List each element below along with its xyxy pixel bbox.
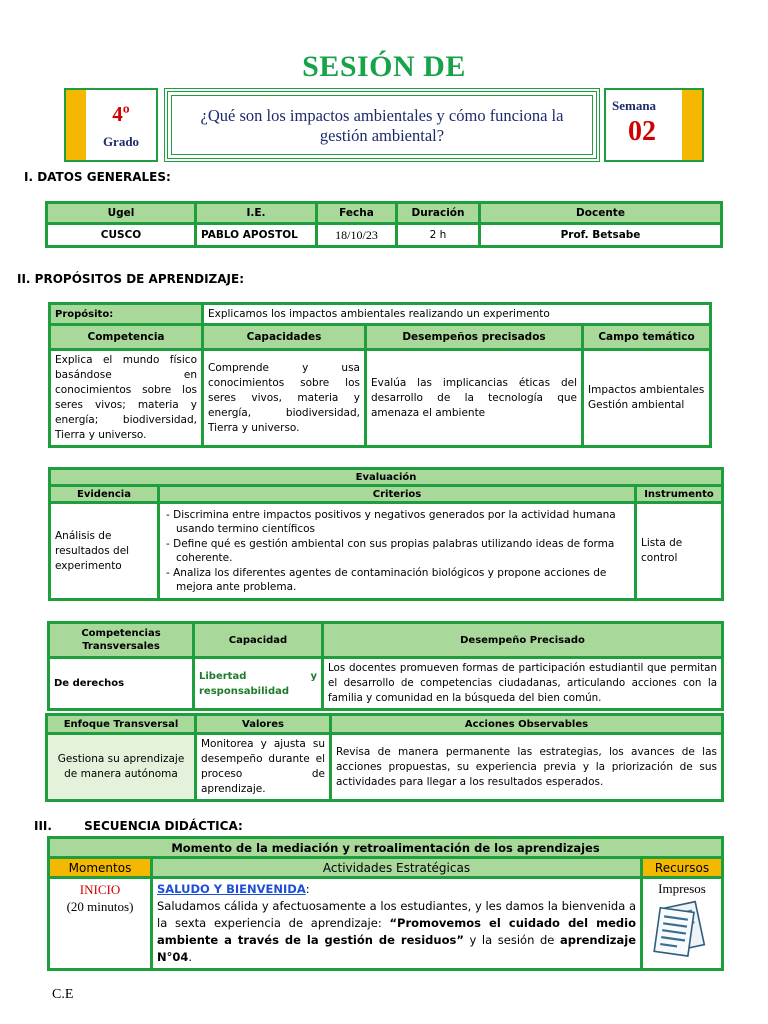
session-question: ¿Qué son los impactos ambientales y cómo funciona la gestión ambiental? xyxy=(200,106,564,145)
value-fecha: 18/10/23 xyxy=(318,225,395,245)
activity-title: SALUDO Y BIENVENIDA xyxy=(157,882,306,896)
header-banner xyxy=(64,88,704,162)
moment-cell xyxy=(50,879,150,968)
footer-text: C.E xyxy=(52,987,74,1002)
competencia-text: Explica el mundo físico basándose en conocimientos sobre los seres vivos; materia y energía; biodiversidad, Tierra y universo. xyxy=(51,351,201,445)
acciones-text: Revisa de manera permanente las estrategias, los avances de las acciones propuestas, su experiencia previa y la priorización de sus actividades para llegar a los resultados esperados. xyxy=(332,735,721,799)
campo-tematico xyxy=(584,351,709,445)
campo-item: Gestión ambiental xyxy=(588,399,685,411)
purpose-text: Explicamos los impactos ambientales realizando un experimento xyxy=(204,305,709,323)
col-desempeno-precisado: Desempeño Precisado xyxy=(324,624,721,656)
week-stripe xyxy=(682,90,702,160)
value-ugel: CUSCO xyxy=(48,225,194,245)
activity-text: . xyxy=(188,950,193,964)
activity-experience-name: “Promovemos el cuidado del medio ambiente a través de la gestión de residuos” xyxy=(157,916,637,947)
col-ie: I.E. xyxy=(197,204,315,222)
secuencia-title: Momento de la mediación y retroalimentación de los aprendizajes xyxy=(50,839,721,856)
col-actividades: Actividades Estratégicas xyxy=(153,859,640,876)
propositos-table xyxy=(48,302,712,448)
instrument-text: Lista de control xyxy=(637,504,721,598)
enfoque-transversal-table xyxy=(45,713,724,802)
value-docente: Prof. Betsabe xyxy=(481,225,720,245)
grade-box xyxy=(64,88,158,162)
grade-stripe xyxy=(66,90,86,160)
desempenos-text: Evalúa las implicancias éticas del desarrollo de la tecnología que amenaza el ambiente xyxy=(367,351,581,445)
value-ie: PABLO APOSTOL xyxy=(197,225,315,245)
activity-text: y la sesión de xyxy=(463,933,560,947)
col-desempenos: Desempeños precisados xyxy=(367,326,581,348)
transversal-capacidad: Libertad y responsabilidad xyxy=(195,659,321,708)
col-evidencia: Evidencia xyxy=(51,487,157,501)
criteria-item: - Define qué es gestión ambiental con sus propias palabras utilizando ideas de forma coherente. xyxy=(166,537,615,564)
section-heading-propositos: II. PROPÓSITOS DE APRENDIZAJE: xyxy=(17,272,244,286)
col-capacidades: Capacidades xyxy=(204,326,364,348)
documents-icon xyxy=(647,899,717,963)
col-momentos: Momentos xyxy=(50,859,150,876)
col-duracion: Duración xyxy=(398,204,478,222)
evaluacion-title: Evaluación xyxy=(51,470,721,484)
col-competencia: Competencia xyxy=(51,326,201,348)
col-acciones: Acciones Observables xyxy=(332,716,721,732)
evaluacion-table xyxy=(48,467,724,601)
col-enfoque: Enfoque Transversal xyxy=(48,716,194,732)
col-criterios: Criterios xyxy=(160,487,634,501)
grade-number: 4º xyxy=(112,102,130,126)
secuencia-table xyxy=(47,836,724,971)
col-docente: Docente xyxy=(481,204,720,222)
col-competencias-transversales: Competencias Transversales xyxy=(50,624,192,656)
col-campo: Campo temático xyxy=(584,326,709,348)
capacidades-text: Comprende y usa conocimientos sobre los seres vivos, materia y energía, biodiversidad, Tierra y universo. xyxy=(204,351,364,445)
purpose-label: Propósito: xyxy=(51,305,201,323)
week-number: 02 xyxy=(628,116,656,147)
section-heading-datos: I. DATOS GENERALES: xyxy=(24,170,171,184)
activity-session-name: aprendizaje N°04 xyxy=(157,933,636,964)
moment-time: (20 minutos) xyxy=(66,899,134,914)
evidence-text: Análisis de resultados del experimento xyxy=(51,504,157,598)
activity-cell xyxy=(153,879,640,968)
transversal-desempeno: Los docentes promueven formas de participación estudiantil que permitan el desarrollo de competencias ciudadanas, articulando acciones con la familia y comunidad en la búsqueda del bien común. xyxy=(324,659,721,708)
criteria-cell xyxy=(160,504,634,598)
col-capacidad: Capacidad xyxy=(195,624,321,656)
activity-colon: : xyxy=(305,882,310,896)
criteria-item: - Analiza los diferentes agentes de contaminación biológicos y propone acciones de mejora ante problema. xyxy=(166,566,607,593)
col-fecha: Fecha xyxy=(318,204,395,222)
col-ugel: Ugel xyxy=(48,204,194,222)
question-box xyxy=(164,88,600,162)
resource-cell xyxy=(643,879,721,968)
page-title: SESIÓN DE xyxy=(302,50,466,83)
col-instrumento: Instrumento xyxy=(637,487,721,501)
moment-name: INICIO xyxy=(79,882,121,897)
transversal-competencia: De derechos xyxy=(50,659,192,708)
datos-generales-table xyxy=(45,201,723,248)
valores-text: Monitorea y ajusta su desempeño durante el proceso de aprendizaje. xyxy=(197,735,329,799)
criteria-list xyxy=(164,508,630,595)
enfoque-text: Gestiona su aprendizaje de manera autónoma xyxy=(48,735,194,799)
campo-item: Impactos ambientales xyxy=(588,384,705,396)
section-heading-secuencia xyxy=(34,819,243,833)
value-duracion: 2 h xyxy=(398,225,478,245)
week-label: Semana xyxy=(612,98,657,113)
competencias-transversales-table xyxy=(47,621,724,711)
col-recursos: Recursos xyxy=(643,859,721,876)
section-title: SECUENCIA DIDÁCTICA: xyxy=(84,819,243,833)
week-box xyxy=(604,88,704,162)
col-valores: Valores xyxy=(197,716,329,732)
grade-label: Grado xyxy=(102,134,140,149)
criteria-item: - Discrimina entre impactos positivos y negativos generados por la actividad humana usando termino científicos xyxy=(166,508,616,535)
section-number: III. xyxy=(34,819,52,833)
activity-text: Saludamos cálida y afectuosamente a los estudiantes, y les damos la bienvenida a la sexta experiencia de aprendizaje: xyxy=(157,899,636,930)
resource-label: Impresos xyxy=(658,881,706,896)
